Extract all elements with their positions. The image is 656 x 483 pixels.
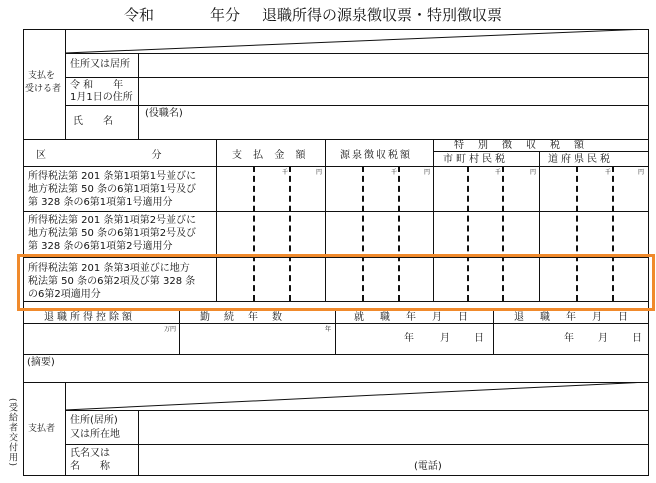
recipient-name-field[interactable]	[140, 120, 646, 137]
unit-thousand-payment: 千	[282, 169, 289, 176]
title-era: 令和	[124, 6, 155, 24]
title-year-suffix: 年分	[210, 6, 241, 24]
payer-name-field[interactable]	[140, 446, 646, 474]
unit-thousand-municipal: 千	[495, 169, 502, 176]
col-header-special-tax: 特 別 徴 収 税 額	[454, 140, 586, 151]
table-row-label: 所得税法第 201 条第1項第1号並びに 地方税法第 50 条の6第1項第1号及び 第 328 条の6第1項第1号適用分	[28, 171, 197, 208]
payer-address-label-line2: 又は所在地	[70, 429, 120, 440]
payer-address-label-line1: 住所(居所)	[70, 415, 118, 426]
service-years-label: 勤 続 年 数	[200, 312, 284, 323]
recipient-address-field[interactable]	[140, 55, 646, 75]
recipient-date-label-line2: 1月1日の住所	[70, 92, 133, 103]
table-row-label: 所得税法第 201 条第3項並びに地方 税法第 50 条の6第2項及び第 328 条 の6第2項適用分	[28, 263, 196, 300]
unit-thousand-withholding: 千	[391, 169, 398, 176]
recipient-diagonal-line	[65, 29, 649, 53]
recipient-address-label: 住所又は居所	[70, 59, 130, 70]
payer-name-label-line1: 氏名又は	[70, 448, 110, 459]
payer-name-label-line2: 名 称	[70, 461, 110, 472]
remarks-field[interactable]	[80, 358, 646, 380]
retirement-date-label: 退 職 年 月 日	[514, 312, 631, 323]
retirement-day: 日	[632, 333, 642, 344]
recipient-name-label: 氏 名	[73, 116, 113, 127]
recipient-section-label-line1: 支払を	[28, 71, 56, 81]
col-header-payment: 支 払 金 額	[232, 150, 310, 161]
col-header-withholding: 源泉徴収税額	[340, 150, 412, 161]
recipient-position-label: (役職名)	[145, 108, 183, 119]
page-title: 退職所得の源泉徴収票・特別徴収票	[262, 6, 503, 24]
unit-man-yen: 万円	[164, 326, 177, 333]
col-header-municipal: 市町村民税	[443, 154, 508, 165]
unit-thousand-prefectural: 千	[605, 169, 612, 176]
side-note: (受給者交付用)	[7, 398, 17, 468]
unit-yen-prefectural: 円	[638, 169, 645, 176]
highlight-box	[17, 254, 655, 311]
recipient-date-label-line1: 令 和 年	[70, 80, 124, 91]
employment-day: 日	[474, 333, 484, 344]
payer-diagonal-line	[65, 382, 649, 410]
payer-section-label: 支払者	[28, 424, 56, 434]
employment-year: 年	[404, 333, 414, 344]
employment-month: 月	[440, 333, 450, 344]
employment-date-label: 就 職 年 月 日	[354, 312, 471, 323]
col-header-prefectural: 道府県民税	[548, 154, 613, 165]
payer-phone-label: (電話)	[414, 461, 442, 472]
unit-yen-payment: 円	[316, 169, 323, 176]
unit-year: 年	[325, 326, 332, 333]
payer-address-field[interactable]	[140, 412, 646, 442]
recipient-jan1-address-field[interactable]	[140, 79, 646, 103]
retirement-year: 年	[564, 333, 574, 344]
table-row-label: 所得税法第 201 条第1項第2号並びに 地方税法第 50 条の6第1項第2号及び 第 328 条の6第1項第2号適用分	[28, 215, 197, 252]
col-header-category: 区 分	[36, 150, 162, 161]
retirement-deduction-label: 退職所得控除額	[44, 312, 135, 323]
retirement-month: 月	[598, 333, 608, 344]
remarks-label: (摘要)	[27, 357, 55, 368]
unit-yen-withholding: 円	[424, 169, 431, 176]
recipient-section-label-line2: 受ける者	[25, 84, 62, 94]
unit-yen-municipal: 円	[530, 169, 537, 176]
